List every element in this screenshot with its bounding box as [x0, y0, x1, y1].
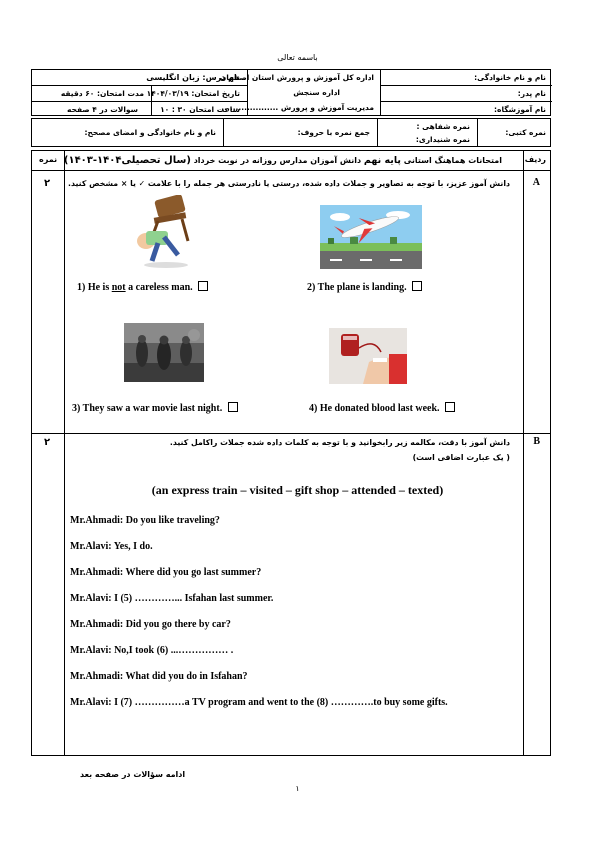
statement-2: 2) The plane is landing. [307, 281, 422, 293]
checkbox-4[interactable] [445, 402, 455, 412]
examiner-label: نام و نام خانوادگی و امضای مصحح: [84, 128, 216, 137]
word-bank: (an express train – visited – gift shop – attended – texted) [151, 483, 444, 497]
score-b: ۲ [44, 437, 51, 448]
exam-time: ساعت امتحان ۳۰ : ۱۰ [160, 105, 240, 114]
checkbox-3[interactable] [228, 402, 238, 412]
instruction-b1: دانش آموز با دقت، مکالمه زیر رابخوانید و با توجه به کلمات داده شده جملات راکامل کنید. [169, 438, 510, 447]
dialogue-line-4: Mr.Alavi: I (5) …………... Isfahan last summer. [70, 593, 274, 604]
exam-duration: مدت امتحان: ۶۰ دقیقه [60, 89, 144, 98]
org-line2: اداره سنجش [293, 88, 340, 97]
exam-date: تاریخ امتحان: ۱۴۰۴/۰۳/۱۹ [146, 89, 240, 98]
dialogue-line-1: Mr.Ahmadi: Do you like traveling? [70, 515, 220, 526]
row-label-b: B [533, 436, 540, 447]
statement-1: 1) He is not a careless man. [77, 281, 208, 293]
airplane-image [320, 205, 422, 269]
oral-score-label: نمره شفاهی : [416, 122, 470, 131]
dialogue-line-3: Mr.Ahmadi: Where did you go last summer? [70, 567, 262, 578]
checkbox-2[interactable] [412, 281, 422, 291]
subject-label: نام درس: زبان انگلیسی [146, 73, 240, 82]
written-score-label: نمره کتبی: [505, 128, 546, 137]
header-info-box [31, 69, 551, 116]
dialogue-line-8: Mr.Alavi: I (7) ……………a TV program and went to the (8) ………….to buy some gifts. [70, 697, 448, 708]
page-number: ۱ [295, 784, 300, 793]
dialogue-line-2: Mr.Alavi: Yes, I do. [70, 541, 153, 552]
statement-4: 4) He donated blood last week. [309, 402, 455, 414]
checkbox-1[interactable] [198, 281, 208, 291]
org-line1: اداره کل آموزش و پرورش استان اصفهان [219, 73, 374, 82]
score-a: ۲ [44, 178, 51, 189]
continue-note: ادامه سؤالات در صفحه بعد [80, 770, 186, 779]
dialogue-line-7: Mr.Ahmadi: What did you do in Isfahan? [70, 671, 248, 682]
listening-score-label: نمره شنیداری: [415, 135, 470, 144]
instruction-a: دانش آموز عزیز، با توجه به تصاویر و جملات داده شده، درستی یا نادرستی هر جمله را با علامت ✓ یا × مشخص کنید. [68, 179, 510, 188]
score-header: نمره [39, 155, 58, 164]
soldiers-war-image [124, 323, 204, 382]
instruction-b2: ( یک عبارت اضافی است) [412, 453, 510, 462]
exam-title: امتحانات هماهنگ استانی پایه نهم دانش آموزان مدارس روزانه در نوبت خرداد (سال تحصیلی۱۴۰۴-۱۴۰۳) [63, 155, 502, 166]
statement-3: 3) They saw a war movie last night. [72, 402, 238, 414]
dialogue-line-6: Mr.Alavi: No,I took (6) ...…………… . [70, 645, 234, 656]
father-name-label: نام پدر: [517, 89, 546, 98]
row-label-a: A [532, 177, 540, 188]
row-header: ردیف [524, 155, 546, 164]
page-count: سوالات در ۴ صفحه [67, 105, 138, 114]
dialogue-line-5: Mr.Ahmadi: Did you go there by car? [70, 619, 231, 630]
org-line3: مدیریت آموزش و پرورش .................... [221, 103, 374, 112]
school-name-label: نام آموزشگاه: [494, 105, 546, 114]
question-table [31, 150, 551, 756]
bismillah-heading: باسمه تعالی [277, 53, 318, 62]
falling-chair-man-image [128, 195, 198, 270]
score-box [31, 118, 551, 147]
student-name-label: نام و نام خانوادگی: [474, 73, 546, 82]
total-letters-label: جمع نمره با حروف: [297, 128, 370, 137]
blood-donation-image [329, 328, 407, 384]
